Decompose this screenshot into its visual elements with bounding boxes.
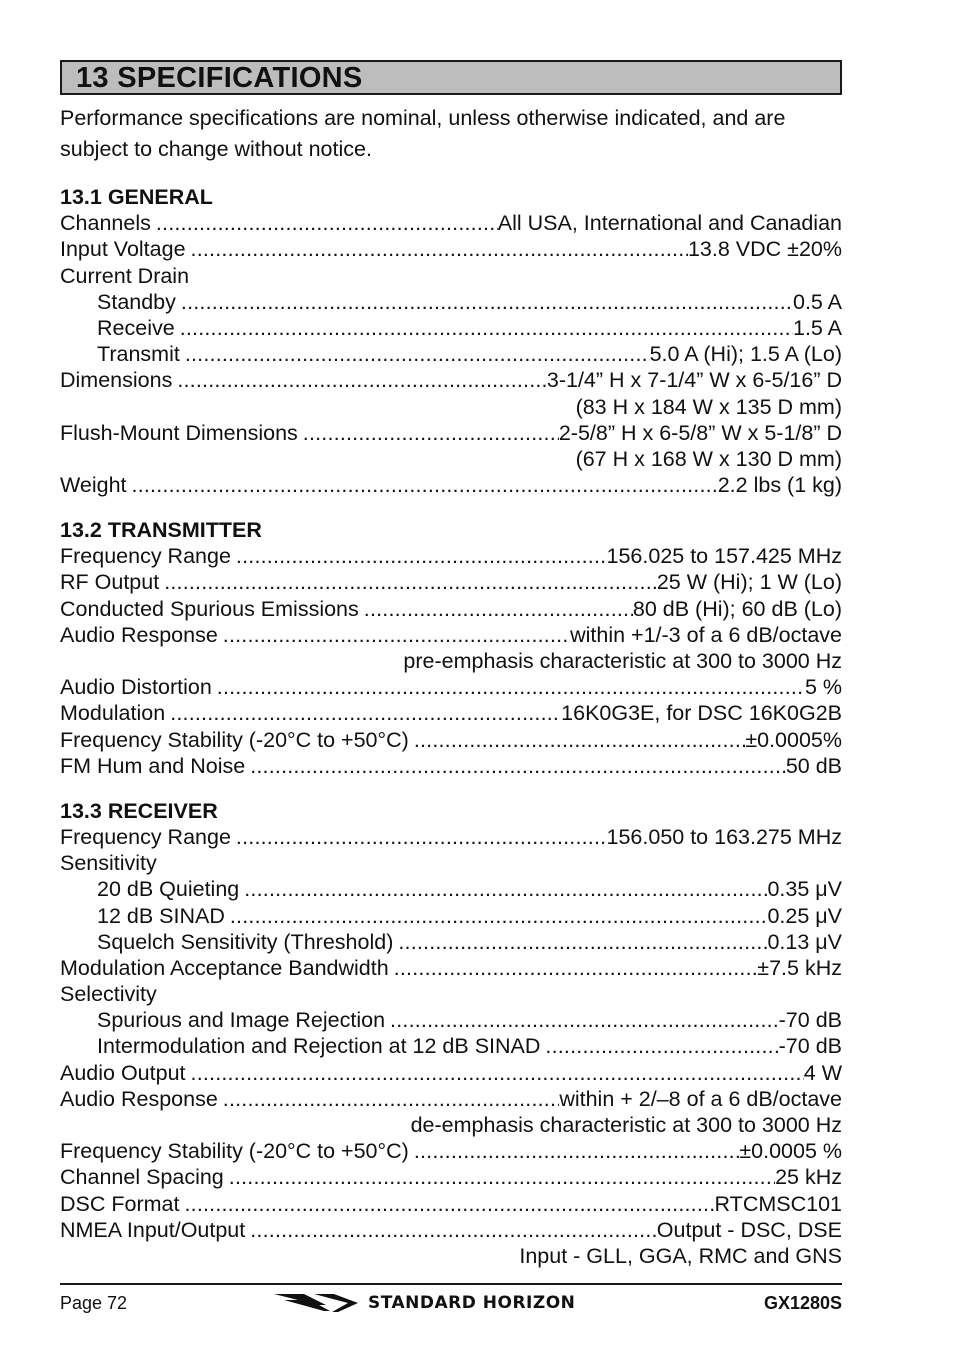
- spec-row: [60, 1138, 842, 1164]
- spec-label: Audio Response: [60, 1086, 218, 1111]
- spec-row: [60, 648, 842, 674]
- spec-label: Dimensions: [60, 368, 173, 393]
- dot-leader: [151, 210, 498, 236]
- dot-leader: [393, 929, 767, 955]
- dot-leader: [409, 727, 746, 753]
- spec-row: [60, 824, 842, 850]
- spec-value: 0.13 μV: [767, 929, 842, 954]
- spec-label: Intermodulation and Rejection at 12 dB SINAD: [97, 1034, 541, 1059]
- spec-value: 3-1/4” H x 7-1/4” W x 6-5/16” D: [546, 368, 842, 393]
- spec-row: [60, 543, 842, 569]
- spec-value: within + 2/–8 of a 6 dB/octave: [559, 1086, 842, 1111]
- spec-label: Receive: [97, 315, 175, 340]
- spec-value: 156.025 to 157.425 MHz: [606, 544, 842, 569]
- spec-row: [60, 393, 842, 419]
- spec-row: [60, 367, 842, 393]
- spec-row: [60, 622, 842, 648]
- spec-label: Squelch Sensitivity (Threshold): [97, 929, 394, 954]
- dot-leader: [186, 236, 688, 262]
- dot-leader: [176, 289, 793, 315]
- spec-row: [60, 1243, 842, 1269]
- intro-paragraph: Performance specifications are nominal, unless otherwise indicated, and are subject to change without notice.: [60, 106, 786, 161]
- spec-value: 2.2 lbs (1 kg): [717, 473, 842, 498]
- spec-label: 12 dB SINAD: [97, 903, 225, 928]
- brand-logo: [274, 1291, 575, 1315]
- dot-leader: [218, 1086, 560, 1112]
- spec-value: -70 dB: [778, 1008, 842, 1033]
- spec-row: [60, 1033, 842, 1059]
- dot-leader: [359, 596, 633, 622]
- spec-value: (83 H x 184 W x 135 D mm): [575, 394, 842, 419]
- dot-leader: [231, 824, 607, 850]
- spec-value: 0.5 A: [792, 289, 842, 314]
- spec-value: 5.0 A (Hi); 1.5 A (Lo): [649, 342, 842, 367]
- spec-value: ±0.0005 %: [739, 1139, 842, 1164]
- spec-value: 5 %: [804, 675, 842, 700]
- spec-value: 4 W: [803, 1060, 842, 1085]
- section-heading: 13.3 RECEIVER: [60, 798, 218, 823]
- spec-label: Channels: [60, 211, 151, 236]
- spec-label: DSC Format: [60, 1191, 180, 1216]
- spec-label: Frequency Stability (-20°C to +50°C): [60, 727, 409, 752]
- model-number: GX1280S: [763, 1293, 842, 1313]
- standard-horizon-logo-icon: [274, 1291, 358, 1315]
- page-footer: [60, 1289, 842, 1317]
- dot-leader: [239, 876, 767, 902]
- dot-leader: [218, 622, 570, 648]
- spec-value: (67 H x 168 W x 130 D mm): [575, 446, 842, 471]
- spec-row: [60, 341, 842, 367]
- spec-row: [60, 262, 842, 288]
- spec-row: [60, 929, 842, 955]
- spec-value: within +1/-3 of a 6 dB/octave: [570, 622, 842, 647]
- dot-leader: [180, 341, 650, 367]
- spec-value: 16K0G3E, for DSC 16K0G2B: [561, 701, 842, 726]
- dot-leader: [224, 1164, 775, 1190]
- spec-row: [60, 955, 842, 981]
- spec-row: [60, 876, 842, 902]
- spec-label: Modulation: [60, 701, 166, 726]
- brand-name: STANDARD HORIZON: [368, 1293, 576, 1313]
- spec-label: NMEA Input/Output: [60, 1217, 246, 1242]
- dot-leader: [298, 420, 559, 446]
- dot-leader: [225, 903, 768, 929]
- dot-leader: [409, 1138, 740, 1164]
- spec-value: 25 kHz: [775, 1165, 842, 1190]
- spec-value: RTCMSC101: [714, 1191, 842, 1216]
- spec-label: Input Voltage: [60, 237, 186, 262]
- spec-label: 20 dB Quieting: [97, 877, 240, 902]
- spec-value: 156.050 to 163.275 MHz: [606, 824, 842, 849]
- spec-label: Modulation Acceptance Bandwidth: [60, 955, 389, 980]
- spec-value: Input - GLL, GGA, RMC and GNS: [519, 1243, 842, 1268]
- dot-leader: [175, 315, 793, 341]
- spec-row: [60, 472, 842, 498]
- spec-row: [60, 1086, 842, 1112]
- spec-value: pre-emphasis characteristic at 300 to 3000 Hz: [403, 649, 842, 673]
- dot-leader: [389, 955, 758, 981]
- spec-label: Selectivity: [60, 982, 157, 1007]
- spec-label: Audio Distortion: [60, 675, 212, 700]
- dot-leader: [127, 472, 718, 498]
- spec-row: [60, 236, 842, 262]
- spec-row: [60, 700, 842, 726]
- spec-row: [60, 674, 842, 700]
- spec-value: 0.35 μV: [767, 877, 842, 902]
- spec-value: 1.5 A: [792, 315, 842, 340]
- dot-leader: [385, 1007, 779, 1033]
- spec-row: [60, 726, 842, 752]
- section-heading: 13.2 TRANSMITTER: [60, 518, 262, 543]
- spec-row: [60, 981, 842, 1007]
- spec-row: [60, 902, 842, 928]
- spec-value: All USA, International and Canadian: [497, 211, 842, 236]
- spec-row: [60, 1217, 842, 1243]
- spec-row: [60, 315, 842, 341]
- dot-leader: [165, 700, 561, 726]
- spec-label: Conducted Spurious Emissions: [60, 596, 359, 621]
- spec-label: Flush-Mount Dimensions: [60, 420, 298, 445]
- spec-label: Audio Output: [60, 1060, 186, 1085]
- spec-list: [60, 210, 842, 498]
- spec-value: 2-5/8” H x 6-5/8” W x 5-1/8” D: [558, 420, 842, 445]
- spec-label: RF Output: [60, 570, 160, 595]
- spec-row: [60, 595, 842, 621]
- spec-label: FM Hum and Noise: [60, 753, 246, 778]
- spec-page: [60, 60, 842, 1269]
- spec-label: Sensitivity: [60, 851, 157, 876]
- spec-sections: [60, 184, 842, 1269]
- spec-label: Standby: [97, 289, 176, 314]
- spec-label: Weight: [60, 473, 127, 498]
- section-heading: 13.1 GENERAL: [60, 185, 213, 209]
- spec-row: [60, 420, 842, 446]
- spec-value: ±0.0005%: [745, 727, 842, 752]
- dot-leader: [245, 1217, 657, 1243]
- dot-leader: [245, 753, 786, 779]
- footer-divider: [60, 1283, 842, 1285]
- dot-leader: [159, 569, 657, 595]
- spec-value: 13.8 VDC ±20%: [687, 237, 842, 262]
- spec-label: Frequency Range: [60, 544, 231, 569]
- spec-row: [60, 850, 842, 876]
- spec-value: -70 dB: [778, 1034, 842, 1059]
- spec-value: de-emphasis characteristic at 300 to 3000 Hz: [410, 1113, 842, 1137]
- spec-row: [60, 446, 842, 472]
- spec-row: [60, 1007, 842, 1033]
- spec-label: Current Drain: [60, 263, 190, 288]
- spec-row: [60, 289, 842, 315]
- spec-label: Transmit: [97, 342, 180, 367]
- spec-value: 50 dB: [785, 753, 842, 778]
- spec-label: Frequency Range: [60, 824, 231, 849]
- spec-value: 0.25 μV: [767, 903, 842, 928]
- dot-leader: [212, 674, 805, 700]
- spec-label: Frequency Stability (-20°C to +50°C): [60, 1139, 409, 1164]
- page-number: Page 72: [60, 1293, 128, 1313]
- dot-leader: [540, 1033, 778, 1059]
- spec-label: Audio Response: [60, 622, 218, 647]
- spec-list: [60, 824, 842, 1269]
- spec-label: Spurious and Image Rejection: [97, 1008, 386, 1033]
- dot-leader: [186, 1060, 804, 1086]
- spec-value: 80 dB (Hi); 60 dB (Lo): [632, 596, 842, 621]
- dot-leader: [179, 1191, 714, 1217]
- spec-label: Channel Spacing: [60, 1165, 224, 1190]
- spec-row: [60, 1112, 842, 1138]
- spec-row: [60, 753, 842, 779]
- spec-list: [60, 543, 842, 779]
- spec-value: ±7.5 kHz: [757, 955, 842, 980]
- spec-row: [60, 210, 842, 236]
- spec-row: [60, 1059, 842, 1085]
- spec-row: [60, 1190, 842, 1216]
- dot-leader: [231, 543, 607, 569]
- dot-leader: [172, 367, 547, 393]
- page-title: 13 SPECIFICATIONS: [60, 60, 842, 95]
- spec-row: [60, 1164, 842, 1190]
- spec-value: 25 W (Hi); 1 W (Lo): [656, 570, 842, 595]
- spec-row: [60, 569, 842, 595]
- spec-value: Output - DSC, DSE: [656, 1217, 842, 1242]
